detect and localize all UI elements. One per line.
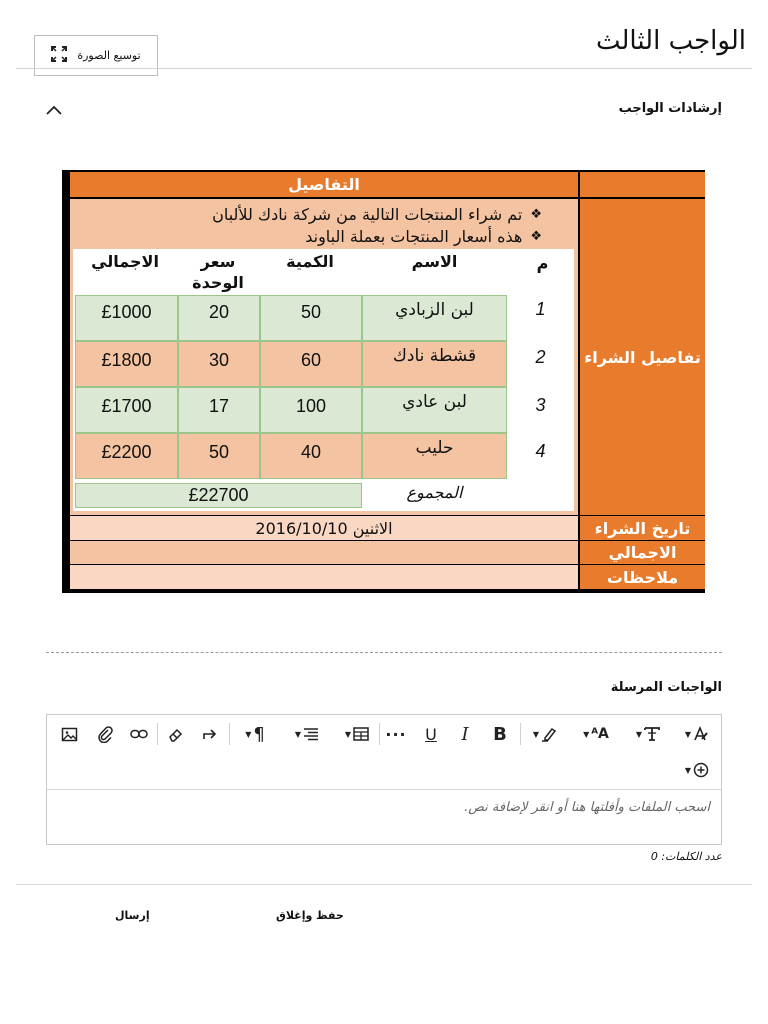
notes-value-cell bbox=[70, 565, 578, 589]
table-row-2-quantity: 60 bbox=[260, 341, 362, 387]
expand-image-label: توسيع الصورة bbox=[77, 49, 141, 62]
notes-label: ملاحظات bbox=[606, 567, 679, 587]
details-header-cell bbox=[70, 172, 578, 197]
expand-icon bbox=[51, 46, 67, 65]
toolbar-separator bbox=[379, 723, 380, 745]
purchase-details-cell bbox=[580, 199, 705, 515]
align-dropdown[interactable] bbox=[290, 722, 324, 746]
notes-label-cell bbox=[580, 565, 705, 589]
col-quantity-header: الكمية bbox=[286, 252, 334, 271]
table-row-4-index: 4 bbox=[507, 433, 574, 479]
purchase-details-label: تفاصيل الشراء bbox=[584, 347, 701, 367]
redo-arrow-icon[interactable] bbox=[197, 722, 221, 746]
submissions-title: الواجبات المرسلة bbox=[610, 680, 722, 695]
footer-divider bbox=[16, 884, 752, 885]
total-label: الاجمالي bbox=[608, 543, 677, 562]
col-index-header: م bbox=[536, 254, 549, 273]
pilcrow-icon: ¶ bbox=[253, 723, 265, 745]
highlighter-icon bbox=[541, 726, 557, 742]
table-row-4-total: £2200 bbox=[75, 433, 178, 479]
table-dropdown[interactable] bbox=[340, 722, 374, 746]
purchase-date-value: الاثنين 2016/10/10 bbox=[255, 518, 393, 538]
table-row-2-unit-price: 30 bbox=[178, 341, 260, 387]
insert-link-icon[interactable] bbox=[127, 722, 151, 746]
caret-down-icon: ▼ bbox=[635, 729, 643, 739]
bullet-text-2: هذه أسعار المنتجات بعملة الباوند bbox=[305, 227, 523, 246]
clear-format-eraser-icon[interactable] bbox=[163, 722, 187, 746]
table-row-1-quantity: 50 bbox=[260, 295, 362, 341]
details-header: التفاصيل bbox=[288, 175, 360, 194]
font-color-dropdown[interactable] bbox=[680, 722, 714, 746]
instructions-title: إرشادات الواجب bbox=[618, 101, 722, 116]
table-row-2-index: 2 bbox=[507, 341, 574, 387]
table-row-4-unit-price: 50 bbox=[178, 433, 260, 479]
text-style-dropdown[interactable] bbox=[630, 722, 666, 746]
table-row-3-quantity: 100 bbox=[260, 387, 362, 433]
insert-image-icon[interactable] bbox=[57, 722, 81, 746]
purchase-date-value-cell bbox=[70, 516, 578, 540]
insert-dropdown[interactable] bbox=[680, 758, 714, 782]
table-row-2-total: £1800 bbox=[75, 341, 178, 387]
save-and-close-button[interactable]: حفظ وإغلاق bbox=[276, 909, 344, 922]
table-icon bbox=[353, 727, 369, 741]
caret-down-icon: ▼ bbox=[583, 729, 590, 739]
attach-paperclip-icon[interactable] bbox=[93, 722, 117, 746]
font-color-icon bbox=[693, 726, 709, 742]
word-count: عدد الكلمات: 0 bbox=[650, 850, 722, 863]
caret-down-icon: ▼ bbox=[245, 729, 252, 739]
paragraph-dropdown[interactable] bbox=[238, 722, 272, 746]
toolbar-separator bbox=[157, 723, 158, 745]
font-size-dropdown[interactable] bbox=[578, 722, 614, 746]
table-row-2-name: قشطة نادك bbox=[362, 341, 507, 387]
total-label-cell bbox=[580, 541, 705, 564]
col-name-header: الاسم bbox=[411, 252, 458, 271]
caret-down-icon: ▼ bbox=[684, 729, 692, 739]
header-divider bbox=[16, 68, 752, 69]
editor-placeholder[interactable]: اسحب الملفات وأفلتها هنا أو انقر لإضافة نص. bbox=[464, 800, 710, 815]
bullet-line-2 bbox=[305, 227, 542, 246]
details-body-cell bbox=[70, 199, 578, 515]
underline-icon[interactable]: U bbox=[425, 724, 437, 744]
sum-label: المجموع bbox=[362, 483, 507, 507]
section-divider bbox=[46, 652, 722, 653]
highlight-dropdown[interactable] bbox=[528, 722, 562, 746]
bullet-text-1: تم شراء المنتجات التالية من شركة نادك للألبان bbox=[212, 205, 523, 224]
corner-header-cell bbox=[580, 172, 705, 197]
col-total-header: الاجمالي bbox=[91, 252, 159, 271]
purchase-date-label: تاريخ الشراء bbox=[594, 518, 691, 538]
table-row-3-name: لبن عادي bbox=[362, 387, 507, 433]
plus-circle-icon bbox=[693, 762, 709, 778]
table-row-1-name: لبن الزبادي bbox=[362, 295, 507, 341]
font-size-icon: ᴬA bbox=[591, 726, 609, 742]
diamond-bullet-icon: ❖ bbox=[530, 207, 542, 222]
total-value-cell bbox=[70, 541, 578, 564]
text-style-icon bbox=[644, 726, 660, 742]
send-button[interactable]: إرسال bbox=[115, 909, 150, 922]
table-row-3-unit-price: 17 bbox=[178, 387, 260, 433]
homework-image bbox=[62, 170, 705, 593]
toolbar-separator bbox=[229, 723, 230, 745]
col-unit-price-header: سعر الوحدة bbox=[192, 252, 244, 292]
caret-down-icon: ▼ bbox=[344, 729, 352, 739]
purchase-date-label-cell bbox=[580, 516, 705, 540]
diamond-bullet-icon: ❖ bbox=[530, 229, 542, 244]
page-title: الواجب الثالث bbox=[595, 26, 746, 56]
table-row-3-index: 3 bbox=[507, 387, 574, 433]
more-options-icon[interactable]: ··· bbox=[385, 724, 407, 744]
expand-image-button[interactable] bbox=[34, 35, 158, 76]
sum-value: £22700 bbox=[75, 483, 362, 508]
caret-down-icon: ▼ bbox=[532, 729, 540, 739]
caret-down-icon: ▼ bbox=[294, 729, 302, 739]
italic-icon[interactable]: I bbox=[461, 723, 469, 745]
table-row-1-unit-price: 20 bbox=[178, 295, 260, 341]
caret-down-icon: ▼ bbox=[684, 765, 692, 775]
table-row-3-total: £1700 bbox=[75, 387, 178, 433]
table-row-1-index: 1 bbox=[507, 295, 574, 341]
align-right-icon bbox=[303, 727, 319, 741]
table-row-1-total: £1000 bbox=[75, 295, 178, 341]
toolbar-separator bbox=[520, 723, 521, 745]
bullet-line-1 bbox=[212, 205, 542, 224]
toolbar-divider bbox=[47, 789, 721, 790]
table-row-4-name: حليب bbox=[362, 433, 507, 479]
table-row-4-quantity: 40 bbox=[260, 433, 362, 479]
collapse-chevron-up-icon[interactable] bbox=[42, 98, 66, 122]
bold-icon[interactable]: B bbox=[493, 723, 507, 745]
